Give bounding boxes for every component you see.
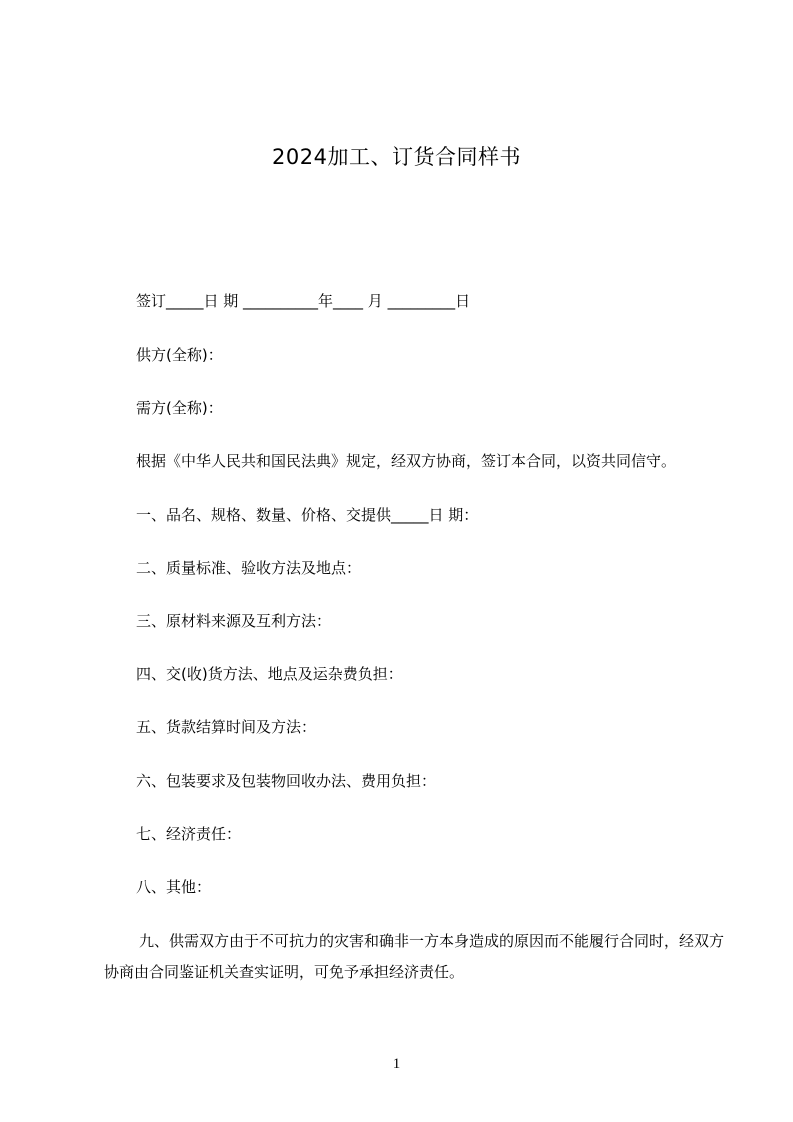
supplier-line: 供方(全称)： (136, 346, 223, 364)
document-title: 2024加工、订货合同样书 (272, 145, 521, 169)
clause-3: 三、原材料来源及互利方法： (136, 612, 332, 630)
buyer-line: 需方(全称)： (136, 399, 223, 417)
preamble: 根据《中华人民共和国民法典》规定，经双方协商，签订本合同，以资共同信守。 (136, 452, 677, 470)
clause-5: 五、货款结算时间及方法： (136, 718, 317, 736)
clause-9-paragraph (104, 926, 724, 988)
clause-2: 二、质量标准、验收方法及地点： (136, 559, 362, 577)
clause-4: 四、交(收)货方法、地点及运杂费负担： (136, 665, 403, 683)
clause-1: 一、品名、规格、数量、价格、交提供_____日 期： (136, 506, 479, 524)
clause-9-text: 九、供需双方由于不可抗力的灾害和确非一方本身造成的原因而不能履行合同时，经双方协商由合同鉴证机关查实证明，可免予承担经济责任。 (104, 932, 725, 981)
clause-7: 七、经济责任： (136, 825, 242, 843)
sign-date-line: 签订_____日 期 __________年____ 月 _________日 (136, 292, 471, 310)
clause-8: 八、其他： (136, 878, 212, 896)
clause-6: 六、包装要求及包装物回收办法、费用负担： (136, 772, 437, 790)
page-number: 1 (392, 1056, 401, 1072)
